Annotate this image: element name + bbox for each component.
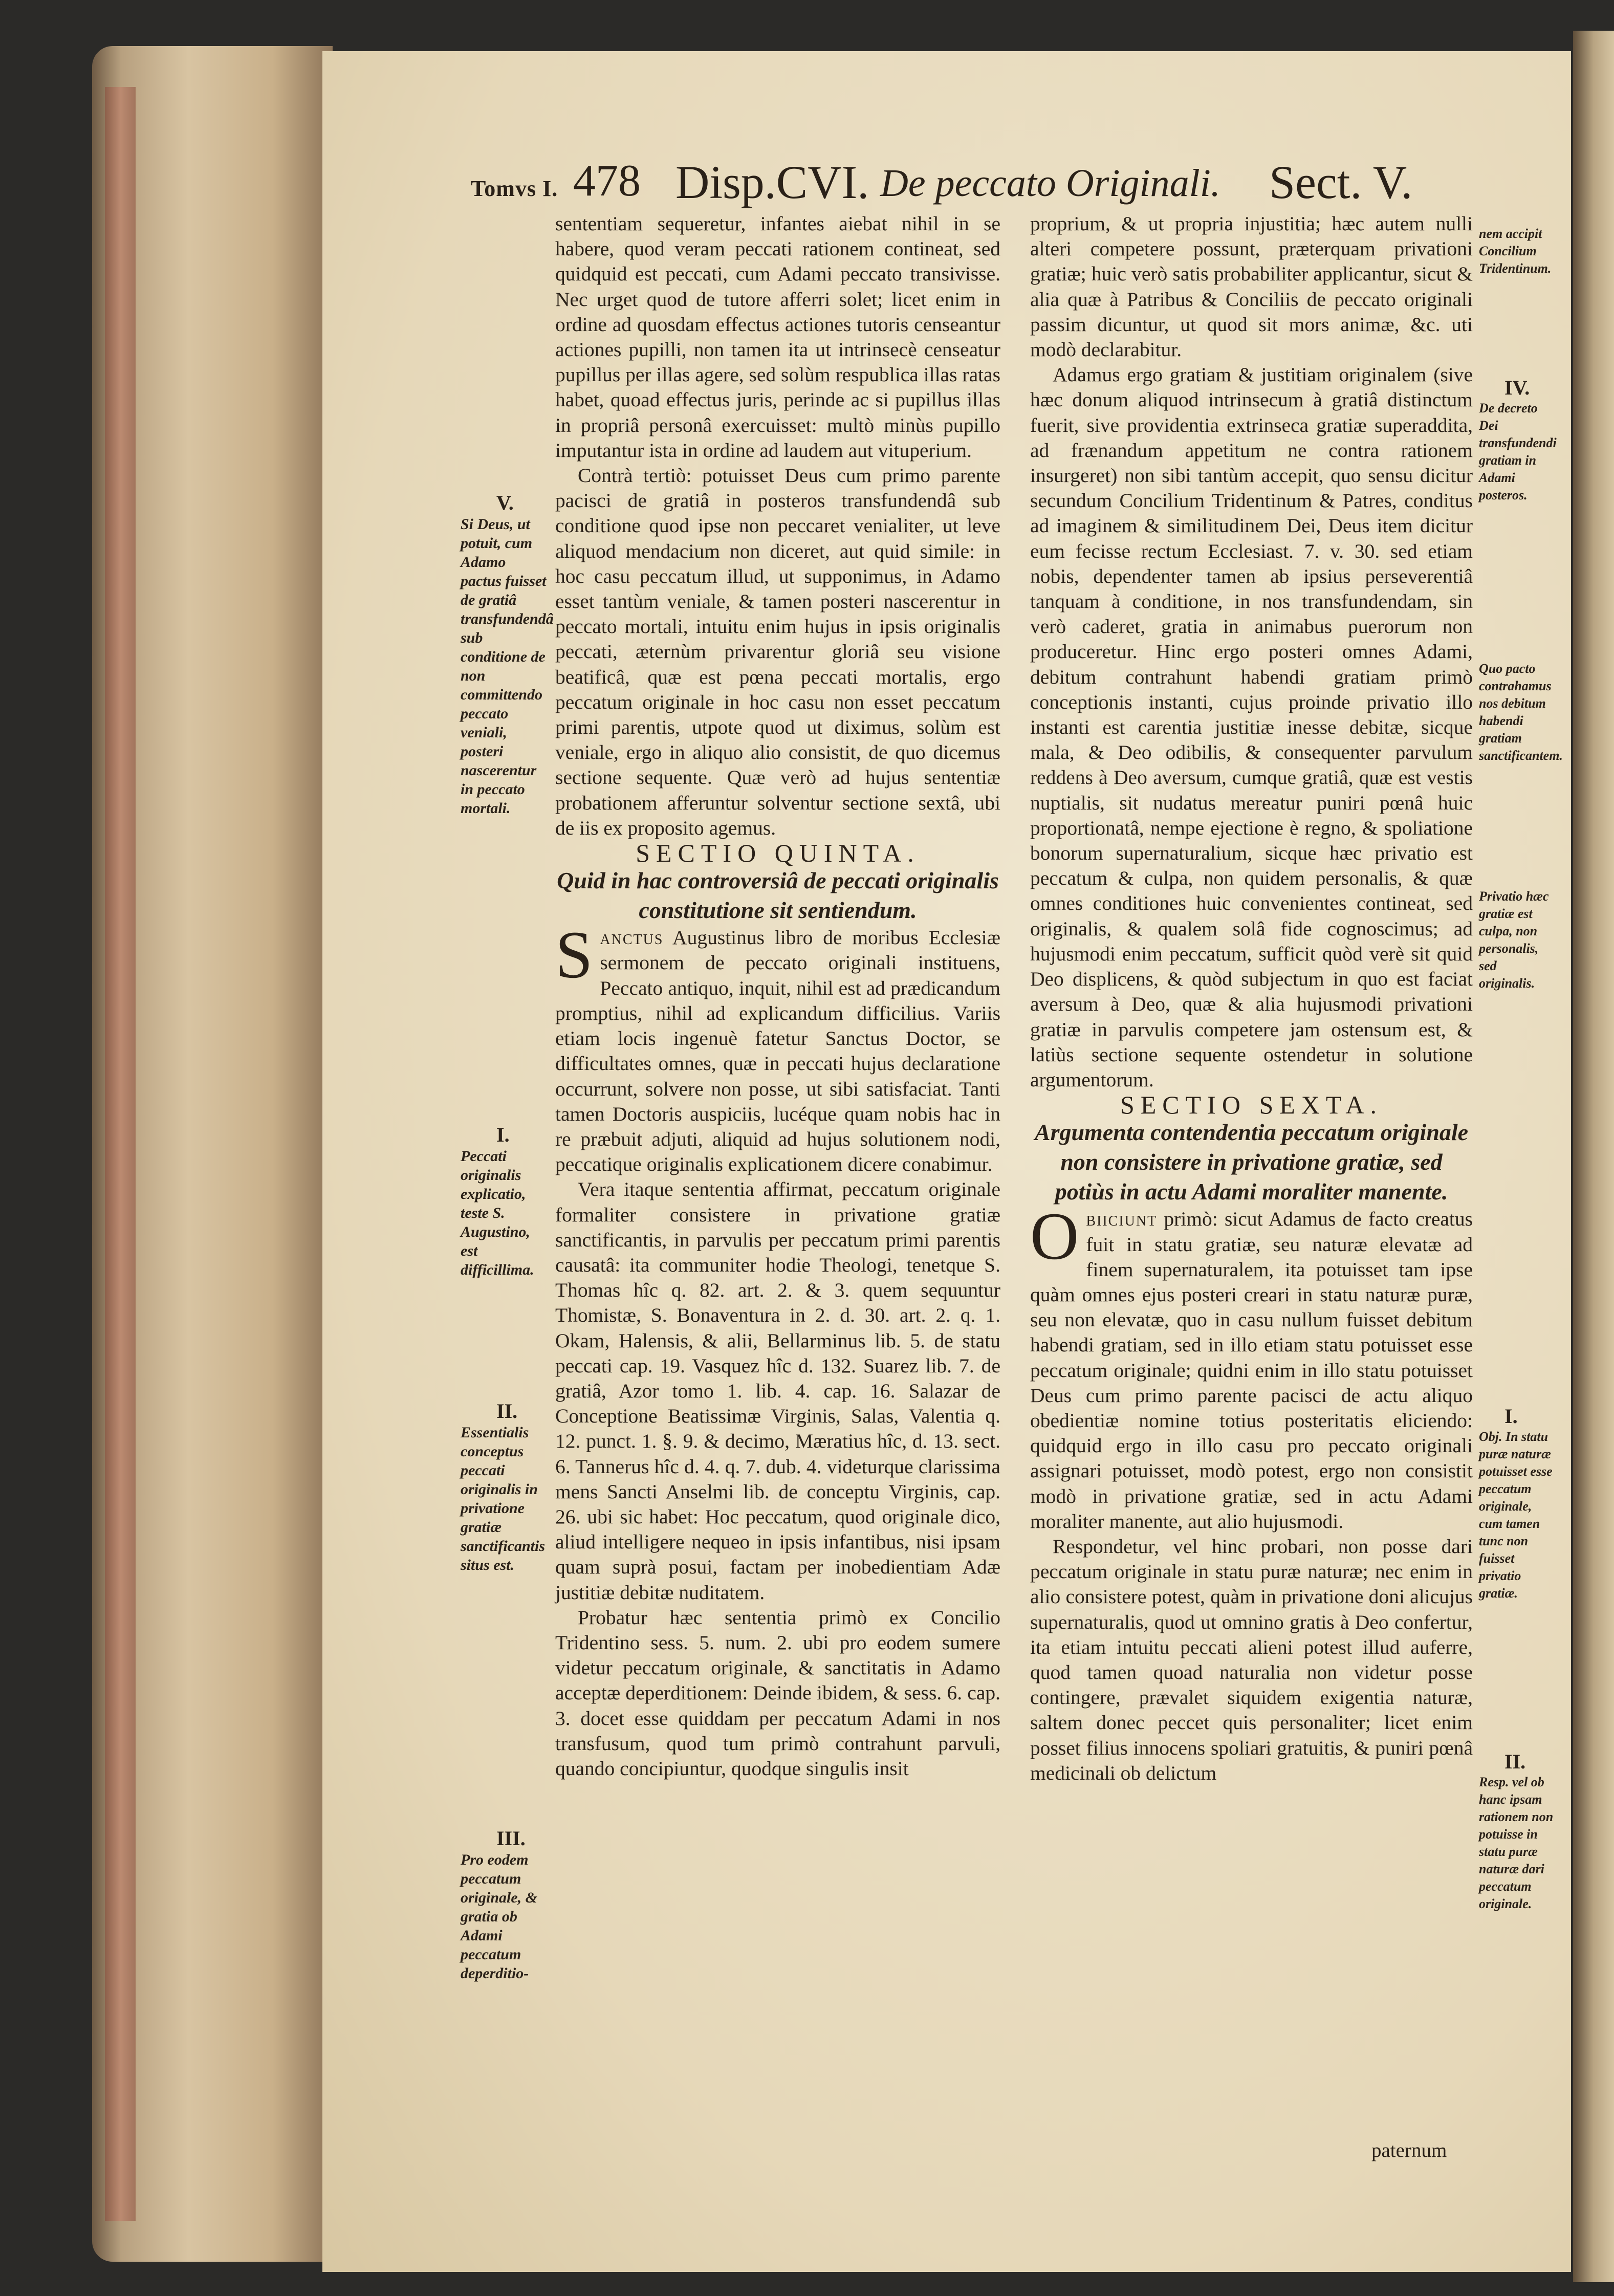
right-text-column — [1030, 211, 1473, 1786]
margin-note-quo-pacto: Quo pacto contrahamus nos debitum habendi gratiam sanctificantem. — [1479, 661, 1563, 763]
running-header — [471, 146, 1556, 207]
section-subtitle: Quid in hac controversiâ de peccati originalis constitutione sit sentiendum. — [557, 867, 999, 924]
page-number: 478 — [573, 156, 641, 206]
margin-note-privatio: Privatio hæc gratiæ est culpa, non personalis, sed originalis. — [1479, 889, 1549, 991]
section-subtitle: Argumenta contendentia peccatum originale non consistere in privatione gratiæ, sed potiùs in actu Adami moraliter manente. — [1034, 1119, 1469, 1205]
margin-note-v: V. Si Deus, ut potuit, cum Adamo pactus fuisset de gratiâ transfundendâ sub conditione de non committendo peccato veniali, posteri nascerentur in peccato mortali. — [461, 491, 554, 817]
running-title: De peccato Originali. — [880, 162, 1220, 205]
catchword: paternum — [1371, 2139, 1447, 2161]
margin-note-ii: II. Essentialis conceptus peccati originalis in privatione gratiæ sanctificantis situs est. — [461, 1400, 546, 1573]
margin-note-i: I. Peccati originalis explicatio, teste S. Augustino, est difficillima. — [461, 1123, 534, 1278]
margin-note-obj-i: I. Obj. In statu puræ naturæ potuisset esse peccatum originale, cum tamen tunc non fuisset privatio gratiæ. — [1479, 1405, 1553, 1601]
paragraph: Obiiciunt primò: sicut Adamus de facto creatus fuit in statu gratiæ, seu naturæ elevatæ ad finem supernaturalem, ita potuisset tam ipse quàm omnes ejus posteri creari in statu naturæ puræ, seu non elevatæ, quo in casu nullum fuisset debitum habendi gratiam, sed in illo etiam statu potuisset esse peccatum originale; quidni enim in illo statu potuisset Deus cum primo parente pacisci de actu aliquo obedientiæ nomine totius posteritatis eliciendo: quidquid ergo in illo casu pro peccato originali assignari potuisset, modò potest, ergo non consistit modò in privatione gratiæ, sed in actu Adami moraliter manente, aut alio hujusmodi. — [1030, 1198, 1473, 1533]
lead-word: anctus — [600, 926, 664, 949]
paragraph: sententiam sequeretur, infantes aiebat nihil in se habere, quod veram peccati rationem contineat, sed quidquid est peccati, cum Adami peccato transivisse. Nec urget quod de tutore afferri solet; licet enim in ordine ad quosdam effectus actiones tutoris censeantur actiones pupilli, non tamen ita ut intrinsecè censeatur pupillus per illas agere, sed solùm respublica illas ratas habet, quoad effectus juris, perinde ac si pupillus illas in propriâ personâ exercuisset: multò minùs pupillo imputantur ista in ordine ad laudem aut vituperium. — [555, 212, 1000, 462]
margin-note-resp-ii: II. Resp. vel ob hanc ipsam rationem non potuisse in statu puræ naturæ dari peccatum originale. — [1479, 1750, 1554, 1911]
paragraph: Probatur hæc sententia primò ex Concilio Tridentino sess. 5. num. 2. ubi pro eodem sumere videtur peccatum originale, & sanctitatis in Adamo acceptæ deperditionem: Deinde ibidem, & sess. 6. cap. 3. docet esse quiddam per peccatum Adami in nos transfusum, quod tum primò contrahunt parvuli, quando concipiuntur, quodque singulis insit — [555, 1606, 1000, 1780]
drop-cap: O — [1030, 1198, 1079, 1274]
paragraph: Vera itaque sententia affirmat, peccatum originale formaliter consistere in privatione gratiæ sanctificantis, in parvulis per peccatum primi parentis causatâ: ita communiter hodie Theologi, tenetque S. Thomas hîc q. 82. art. 2. & 3. quem sequuntur Thomistæ, S. Bonaventura in 2. d. 30. art. 2. q. 1. Okam, Halensis, & alii, Bellarminus lib. 5. de statu peccati cap. 19. Vasquez hîc d. 132. Suarez lib. 7. de gratiâ, Azor tomo 1. lib. 4. cap. 16. Salazar de Conceptione Beatissimæ Virginis, Salas, Valentia q. 12. punct. 1. §. 9. & decimo, Mæratius hîc, d. 13. sect. 6. Tannerus hîc d. 4. q. 7. dub. 4. videturque clarissima mens Sancti Anselmi lib. de conceptu Virginis, cap. 26. ubi sic habet: Hoc peccatum, quod originale dico, aliud intelligere nequeo in ipsis infantibus, nisi ipsam quam suprà posui, factam per inobedientiam Adæ justitiæ debitæ nuditatem. — [555, 1178, 1000, 1604]
paragraph: Sanctus Augustinus libro de moribus Ecclesiæ sermonem de peccato originali instituens, Peccato antiquo, inquit, nihil est ad prædicandum promptius, nihil ad explicandum difficilius. Variis etiam locis ingenuè fatetur Sanctus Doctor, se difficultates omnes, quæ in peccati hujus declaratione occurrunt, solvere non posse, ut sibi satisfaciat. Tanti tamen Doctoris auspiciis, lucéque quam nobis hac in re præbuit adjuti, aliquid ad hujus solutionem nodi, peccatique originalis explicationem dicere conabimur. — [555, 917, 1000, 1176]
paragraph: proprium, & ut propria injustitia; hæc autem nulli alteri competere possunt, præterquam privationi gratiæ; huic verò satis probabiliter applicantur, sicut & alia quæ à Patribus & Conciliis de peccato originali passim dicuntur, ut quod sit mors animæ, &c. uti modò declarabitur. — [1030, 212, 1473, 361]
paragraph: Contrà tertiò: potuisset Deus cum primo parente pacisci de gratiâ in posteros transfundendâ sub conditione quod ipse non peccaret venialiter, ut leve aliquod mendacium non diceret, aut quid simile: in hoc casu peccatum illud, ut supponimus, in Adamo esset tantùm veniale, & tamen posteri nascerentur in peccato mortali, intuitu enim hujus in ipsis originalis peccati, æternùm privarentur gloriâ seu visione beatificâ, quæ est pœna peccati mortalis, ergo peccatum originale in hoc casu non esset peccatum primi parentis, utpote quod ut diximus, solùm est veniale, ergo in aliquo alio consistit, de quo dicemus sectione sequente. Quæ verò ad hujus sententiæ probationem afferuntur solventur sectione sextâ, ubi de iis ex proposito agemus. — [555, 464, 1000, 839]
drop-cap: S — [555, 917, 593, 993]
lead-word: biiciunt — [1086, 1208, 1158, 1231]
disputation-label: Disp.CVI. — [675, 156, 869, 208]
paragraph: Respondetur, vel hinc probari, non posse dari peccatum originale in statu puræ naturæ; nec enim in alio consistere potest, quàm in privatione doni alicujus supernaturalis, quod ut omnino gratis à Deo confertur, ita etiam intuitu peccati alieni potest illud auferre, quod tamen quoad naturalia non videtur posse contingere, prævalet siquidem exigentia naturæ, saltem donec peccet quis personaliter; licet enim posset filius innocens spoliari gratuitis, & puniri pœnâ medicinali ob delictum — [1030, 1535, 1473, 1784]
margin-note-iv: IV. De decreto Dei transfundendi gratiam in Adami posteros. — [1479, 376, 1557, 502]
section-heading: SECTIO SEXTA. — [1120, 1090, 1383, 1120]
paragraph: Adamus ergo gratiam & justitiam originalem (sive hæc donum aliquod intrinsecum à gratiâ distinctum fuerit, sive providentia extrinseca gratiæ superaddita, ad frænandum appetitum ne contra rationem insurgeret) non sibi tantùm accepit, quo sensu dicitur secundum Concilium Tridentinum & Patres, conditus ad imaginem & similitudinem Dei, Deus item dicitur eum fecisse rectum Ecclesiast. 7. v. 30. sed etiam nobis, dependenter tamen ab ipsius perseverentiâ tanquam à conditione, in nos transfundendam, sin verò caderet, gratia in animabus puerorum non produceretur. Hinc ergo posteri omnes Adami, debitum contrahunt habendi gratiam primò conceptionis instanti, cujus proinde privatio illo instanti est carentia justitiæ inesse debitæ, sicque mala, & Deo odibilis, & consequenter parvulum reddens à Deo aversum, cumque gratiâ, quæ est vestis nuptialis, sit nudatus mereatur puniri pœnâ huic proportionatâ, nempe ejectione è regno, & spoliatione bonorum supernaturalium, sicque hæc privatio est peccatum & culpa, non quidem personalis, & quæ omnes conditiones huic convenientes contineat, sed originalis, & qualem solâ fide cognoscimus; ad hujusmodi enim peccatum, sufficit quòd verè sit quid Deo displicens, & quòd subjectum in quo est faciat aversum à Deo, quæ & alia hujusmodi privationi gratiæ in parvulis competere jam ostensum est, & latiùs sectione sequente ostendetur in solutione argumentorum. — [1030, 363, 1473, 1091]
left-text-column — [555, 211, 1000, 1781]
margin-note-concilium: nem accipit Concilium Tridentinum. — [1479, 226, 1552, 276]
section-heading: SECTIO QUINTA. — [636, 839, 920, 868]
volume-label: Tomvs I. — [471, 176, 558, 201]
margin-note-iii: III. Pro eodem peccatum originale, & gratia ob Adami peccatum deperditio- — [461, 1827, 538, 1982]
section-label: Sect. V. — [1269, 156, 1413, 208]
book-page-edges — [92, 46, 333, 2262]
facing-page-edge — [1573, 31, 1614, 2282]
